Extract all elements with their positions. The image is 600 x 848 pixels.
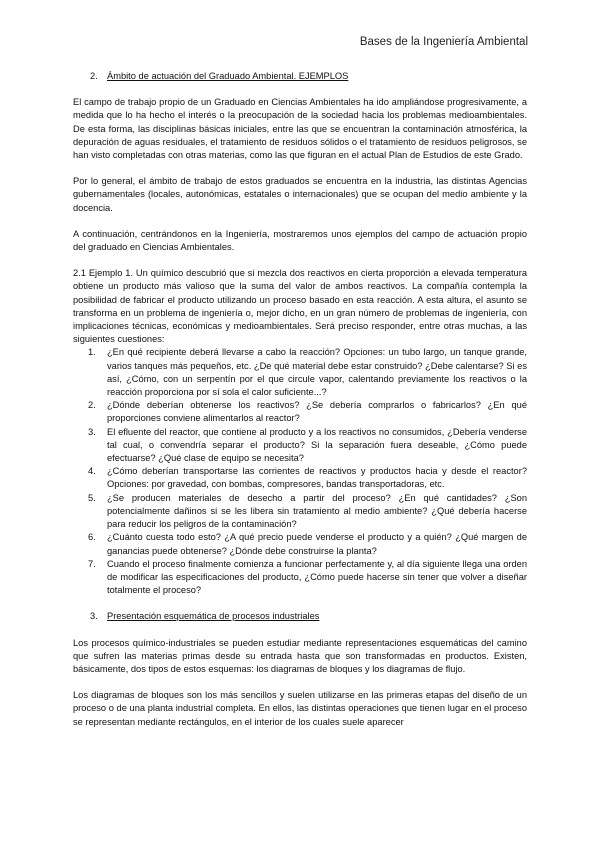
paragraph: Por lo general, el ámbito de trabajo de estos graduados se encuentra en la industria, las distintas Agencias gubernamentales (locales, autonómicas, estatales o internacionales) que se ocupan del medio ambiente y la docencia.	[73, 176, 527, 213]
section-title: Presentación esquemática de procesos industriales	[107, 611, 320, 622]
paragraph: Los procesos químico-industriales se pueden estudiar mediante representaciones esquemáticas del camino que sufren las materias primas desde su entrada hasta que son transformadas en productos. Existen, básicamente, dos tipos de estos esquemas: los diagramas de bloques y los diagramas de flujo.	[73, 637, 527, 674]
list-item: 2. ¿Dónde deberían obtenerse los reactivos? ¿Se debería comprarlos o fabricarlos? ¿En qué proporciones conviene alimentarlos al reactor?	[88, 400, 527, 424]
list-item: 3. El efluente del reactor, que contiene al producto y a los reactivos no consumidos, ¿Debería venderse tal cual, o convendría separar el producto? Si la separación fuera deseable, ¿Cómo puede efectuarse? ¿Qué clase de equipo se necesita?	[88, 426, 527, 464]
list-item: 6. ¿Cuánto cuesta todo esto? ¿A qué precio puede venderse el producto y a quién? ¿Qué margen de ganancias puede obtenerse? ¿Dónde debe construirse la planta?	[88, 532, 527, 556]
section-number: 2.	[90, 71, 98, 81]
document-body	[73, 70, 527, 742]
section-2-heading	[73, 70, 527, 83]
example-1-paragraph: 2.1 Ejemplo 1. Un químico descubrió que si mezcla dos reactivos en cierta proporción a elevada temperatura obtiene un producto más valioso que la suma del valor de ambos reactivos. La compañía contempla la posibilidad de fabricar el producto utilizando un proceso basado en esta reacción. A esta altura, el asunto se transforma en un problema de ingeniería o, mejor dicho, en un gran número de problemas de ingeniería, con implicaciones técnicas, económicas y medioambientales. Será preciso responder, entre otras muchas, a las siguientes cuestiones:	[73, 268, 527, 345]
list-item: 4. ¿Cómo deberían transportarse las corrientes de reactivos y productos hacia y desde el reactor? Opciones: por gravedad, con bombas, compresores, bandas transportadoras, etc.	[88, 466, 527, 490]
running-header: Bases de la Ingeniería Ambiental	[359, 36, 528, 48]
list-item: 7. Cuando el proceso finalmente comienza a funcionar perfectamente y, al día siguiente llega una orden de modificar las especificaciones del producto, ¿Cómo puede hacerse sin tener que volver a diseñar totalmente el proceso?	[88, 558, 527, 596]
paragraph: A continuación, centrándonos en la Ingeniería, mostraremos unos ejemplos del campo de actuación propio del graduado en Ciencias Ambientales.	[73, 228, 527, 253]
paragraph: El campo de trabajo propio de un Graduado en Ciencias Ambientales ha ido ampliándose progresivamente, a medida que lo ha hecho el interés o la preocupación de la sociedad hacia los problemas medioambientales. De esta forma, las disciplinas básicas iniciales, entre las que se encuentran la contaminación atmosférica, la depuración de aguas residuales, el tratamiento de residuos sólidos o el tratamiento de residuos peligrosos, se han visto completadas con otras materias, como las que figuran en el actual Plan de Estudios de este Grado.	[73, 97, 527, 161]
section-3-heading	[73, 610, 527, 623]
list-item: 1. ¿En qué recipiente deberá llevarse a cabo la reacción? Opciones: un tubo largo, un tanque grande, varios tanques más pequeños, etc. ¿De qué material debe estar construido? ¿Debe calentarse? Si es así, ¿Cómo, con un serpentín por el que circule vapor, calentando previamente los reactivos o la reacción proporciona por sí sola el calor suficiente...?	[88, 347, 527, 398]
section-title: Ámbito de actuación del Graduado Ambiental. EJEMPLOS	[107, 71, 349, 81]
section-number: 3.	[90, 611, 98, 622]
paragraph: Los diagramas de bloques son los más sencillos y suelen utilizarse en las primeras etapas del diseño de un proceso o de una planta industrial completa. En ellos, las distintas operaciones que tienen lugar en el proceso se representan mediante rectángulos, en el interior de los cuales suele aparecer	[73, 690, 527, 727]
list-item: 5. ¿Se producen materiales de desecho a partir del proceso? ¿En qué cantidades? ¿Son potencialmente dañinos si se les libera sin tratamiento al medio ambiente? ¿Qué debería hacerse para reducir los peligros de la contaminación?	[88, 492, 527, 530]
questions-list	[73, 346, 527, 597]
